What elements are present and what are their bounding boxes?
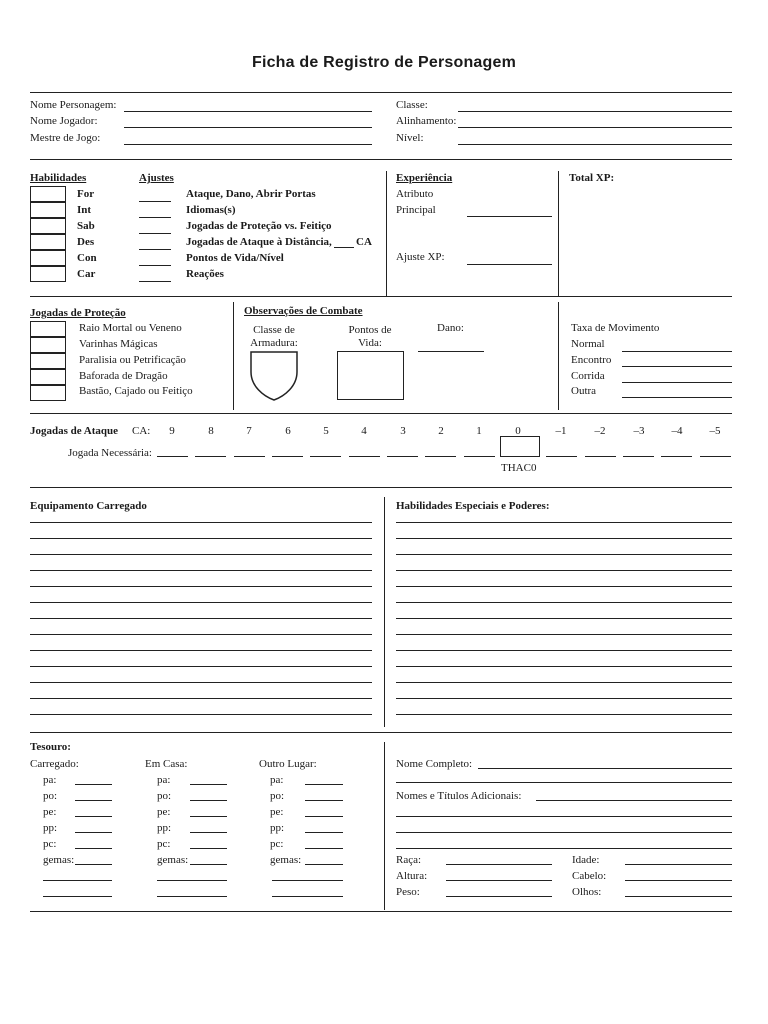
movement-label: Normal bbox=[571, 338, 605, 350]
movement-field[interactable] bbox=[622, 397, 732, 398]
total-xp-label: Total XP: bbox=[569, 172, 615, 184]
player-name-field[interactable] bbox=[124, 127, 372, 128]
roll-field[interactable] bbox=[272, 456, 303, 457]
special-line[interactable] bbox=[396, 666, 732, 667]
divider bbox=[384, 742, 385, 910]
coin-label: pe: bbox=[43, 806, 57, 818]
alignment-label: Alinhamento: bbox=[396, 115, 457, 127]
special-line[interactable] bbox=[396, 682, 732, 683]
ability-abbr: Car bbox=[77, 268, 96, 280]
ca-value: 0 bbox=[515, 425, 521, 437]
roll-field[interactable] bbox=[234, 456, 265, 457]
page-title: Ficha de Registro de Personagem bbox=[251, 54, 517, 71]
save-label: Varinhas Mágicas bbox=[79, 338, 158, 350]
eyes-field[interactable] bbox=[625, 896, 732, 897]
equipment-line[interactable] bbox=[30, 586, 372, 587]
ca-value: 8 bbox=[208, 425, 214, 437]
save-box[interactable] bbox=[30, 337, 66, 353]
level-field[interactable] bbox=[458, 144, 732, 145]
coin-field[interactable] bbox=[75, 784, 112, 785]
ca-value: –1 bbox=[555, 425, 567, 437]
coin-label: po: bbox=[270, 790, 285, 802]
ability-effect: Idiomas(s) bbox=[186, 204, 236, 216]
coin-label: pc: bbox=[43, 838, 57, 850]
save-box[interactable] bbox=[30, 353, 66, 369]
coin-label: pa: bbox=[270, 774, 284, 786]
ca-value: –5 bbox=[709, 425, 721, 437]
coin-label: pe: bbox=[270, 806, 284, 818]
equipment-line[interactable] bbox=[30, 618, 372, 619]
ca-value: 1 bbox=[476, 425, 482, 437]
treasure-column-label: Outro Lugar: bbox=[259, 758, 317, 770]
additional-names-label: Nomes e Títulos Adicionais: bbox=[396, 790, 522, 802]
needed-roll-label: Jogada Necessária: bbox=[68, 447, 152, 459]
equipment-line[interactable] bbox=[30, 698, 372, 699]
coin-field[interactable] bbox=[305, 832, 343, 833]
coin-field[interactable] bbox=[75, 800, 112, 801]
ability-abbr: For bbox=[77, 188, 95, 200]
armor-class-label-line: Classe de bbox=[253, 324, 295, 336]
hair-label: Cabelo: bbox=[572, 870, 607, 882]
attribute-label: Atributo bbox=[396, 188, 434, 200]
special-line[interactable] bbox=[396, 602, 732, 603]
ability-effect: Jogadas de Ataque à Distância, bbox=[186, 236, 332, 248]
coin-field[interactable] bbox=[190, 816, 227, 817]
treasure-heading: Tesouro: bbox=[30, 741, 71, 753]
coin-field[interactable] bbox=[305, 816, 343, 817]
prime-attribute-field[interactable] bbox=[467, 216, 552, 217]
coin-field[interactable] bbox=[157, 896, 227, 897]
movement-label: Outra bbox=[571, 385, 597, 397]
coin-field[interactable] bbox=[190, 832, 227, 833]
movement-field[interactable] bbox=[622, 382, 732, 383]
xp-adjust-field[interactable] bbox=[467, 264, 552, 265]
saves-heading: Jogadas de Proteção bbox=[30, 307, 126, 319]
adjustment-field[interactable] bbox=[139, 201, 171, 202]
additional-names-field[interactable] bbox=[396, 816, 732, 817]
ca-value: –4 bbox=[671, 425, 683, 437]
roll-field[interactable] bbox=[310, 456, 341, 457]
save-label: Baforada de Dragão bbox=[79, 370, 168, 382]
special-line[interactable] bbox=[396, 618, 732, 619]
roll-field[interactable] bbox=[661, 456, 692, 457]
movement-field[interactable] bbox=[622, 351, 732, 352]
coin-field[interactable] bbox=[75, 864, 112, 865]
thac0-box[interactable] bbox=[500, 436, 540, 457]
age-label: Idade: bbox=[572, 854, 600, 866]
ca-value: 4 bbox=[361, 425, 367, 437]
experience-heading: Experiência bbox=[396, 172, 453, 184]
adjustment-field[interactable] bbox=[139, 233, 171, 234]
coin-field[interactable] bbox=[305, 848, 343, 849]
ability-effect: Ataque, Dano, Abrir Portas bbox=[186, 188, 316, 200]
adjustment-field[interactable] bbox=[139, 281, 171, 282]
player-name-label: Nome Jogador: bbox=[30, 115, 98, 127]
full-name-field[interactable] bbox=[478, 768, 732, 769]
coin-field[interactable] bbox=[43, 896, 112, 897]
hit-points-label-line: Pontos de bbox=[348, 324, 392, 336]
coin-field[interactable] bbox=[43, 880, 112, 881]
alignment-field[interactable] bbox=[458, 127, 732, 128]
ability-score-box[interactable] bbox=[30, 218, 66, 234]
special-line[interactable] bbox=[396, 650, 732, 651]
equipment-line[interactable] bbox=[30, 602, 372, 603]
coin-field[interactable] bbox=[190, 800, 227, 801]
ranged-ca-suffix: CA bbox=[356, 236, 372, 248]
bottom-rule bbox=[30, 911, 732, 912]
roll-field[interactable] bbox=[195, 456, 226, 457]
equipment-line[interactable] bbox=[30, 554, 372, 555]
roll-field[interactable] bbox=[425, 456, 456, 457]
ability-abbr: Con bbox=[77, 252, 97, 264]
equipment-line[interactable] bbox=[30, 714, 372, 715]
ability-effect: Jogadas de Proteção vs. Feitiço bbox=[186, 220, 332, 232]
coin-field[interactable] bbox=[190, 784, 227, 785]
coin-field[interactable] bbox=[157, 880, 227, 881]
attack-heading: Jogadas de Ataque bbox=[30, 425, 119, 437]
adjustment-field[interactable] bbox=[139, 217, 171, 218]
age-field[interactable] bbox=[625, 864, 732, 865]
equipment-line[interactable] bbox=[30, 538, 372, 539]
special-line[interactable] bbox=[396, 522, 732, 523]
movement-field[interactable] bbox=[622, 366, 732, 367]
save-box[interactable] bbox=[30, 369, 66, 385]
roll-field[interactable] bbox=[464, 456, 495, 457]
movement-heading: Taxa de Movimento bbox=[571, 322, 660, 334]
game-master-label: Mestre de Jogo: bbox=[30, 132, 101, 144]
ca-value: 6 bbox=[285, 425, 291, 437]
equipment-line[interactable] bbox=[30, 522, 372, 523]
weight-field[interactable] bbox=[446, 896, 552, 897]
treasure-column-label: Carregado: bbox=[30, 758, 79, 770]
ability-effect: Pontos de Vida/Nível bbox=[186, 252, 284, 264]
save-label: Bastão, Cajado ou Feitiço bbox=[79, 385, 193, 397]
equipment-heading: Equipamento Carregado bbox=[30, 500, 147, 512]
ability-abbr: Int bbox=[77, 204, 92, 216]
character-name-label: Nome Personagem: bbox=[30, 99, 117, 111]
special-line[interactable] bbox=[396, 634, 732, 635]
full-name-label: Nome Completo: bbox=[396, 758, 473, 770]
section-rule bbox=[30, 296, 732, 297]
coin-label: pc: bbox=[270, 838, 284, 850]
special-line[interactable] bbox=[396, 554, 732, 555]
hit-points-box[interactable] bbox=[337, 351, 404, 400]
ability-score-box[interactable] bbox=[30, 234, 66, 250]
adjustment-field[interactable] bbox=[139, 249, 171, 250]
hit-points-label-line: Vida: bbox=[358, 337, 382, 349]
equipment-line[interactable] bbox=[30, 666, 372, 667]
movement-label: Encontro bbox=[571, 354, 612, 366]
coin-field[interactable] bbox=[75, 816, 112, 817]
ca-label: CA: bbox=[132, 425, 151, 437]
special-line[interactable] bbox=[396, 570, 732, 571]
adjustments-heading: Ajustes bbox=[139, 172, 174, 184]
save-label: Paralisia ou Petrificação bbox=[79, 354, 186, 366]
coin-label: pc: bbox=[157, 838, 171, 850]
coin-label: po: bbox=[157, 790, 172, 802]
coin-field[interactable] bbox=[190, 848, 227, 849]
divider bbox=[384, 497, 385, 727]
coin-label: pa: bbox=[43, 774, 57, 786]
ca-value: 9 bbox=[169, 425, 175, 437]
roll-field[interactable] bbox=[700, 456, 731, 457]
combat-heading: Observações de Combate bbox=[244, 305, 363, 317]
coin-field[interactable] bbox=[305, 864, 343, 865]
thac0-label: THAC0 bbox=[501, 462, 537, 474]
divider bbox=[558, 171, 559, 296]
coin-label: pa: bbox=[157, 774, 171, 786]
ca-value: 2 bbox=[438, 425, 444, 437]
damage-label: Dano: bbox=[437, 322, 464, 334]
ca-value: 5 bbox=[323, 425, 329, 437]
coin-label: gemas: bbox=[157, 854, 189, 866]
equipment-line[interactable] bbox=[30, 570, 372, 571]
ca-value: –2 bbox=[594, 425, 606, 437]
coin-label: pp: bbox=[43, 822, 58, 834]
equipment-line[interactable] bbox=[30, 634, 372, 635]
ca-value: 3 bbox=[400, 425, 406, 437]
section-rule bbox=[30, 487, 732, 488]
equipment-line[interactable] bbox=[30, 682, 372, 683]
coin-field[interactable] bbox=[190, 864, 227, 865]
class-field[interactable] bbox=[458, 111, 732, 112]
roll-field[interactable] bbox=[546, 456, 577, 457]
treasure-column-label: Em Casa: bbox=[145, 758, 188, 770]
race-field[interactable] bbox=[446, 864, 552, 865]
section-rule bbox=[30, 732, 732, 733]
coin-field[interactable] bbox=[272, 896, 343, 897]
coin-field[interactable] bbox=[305, 800, 343, 801]
section-rule bbox=[30, 413, 732, 414]
save-label: Raio Mortal ou Veneno bbox=[79, 322, 182, 334]
abilities-heading: Habilidades bbox=[30, 172, 87, 184]
ranged-ca-field[interactable] bbox=[334, 247, 354, 248]
additional-names-field[interactable] bbox=[536, 800, 732, 801]
armor-shield-icon[interactable] bbox=[249, 350, 299, 402]
ability-score-box[interactable] bbox=[30, 202, 66, 218]
ability-effect: Reações bbox=[186, 268, 224, 280]
armor-class-label-line: Armadura: bbox=[250, 337, 298, 349]
divider bbox=[558, 302, 559, 410]
coin-field[interactable] bbox=[272, 880, 343, 881]
roll-field[interactable] bbox=[387, 456, 418, 457]
ability-score-box[interactable] bbox=[30, 250, 66, 266]
principal-label: Principal bbox=[396, 204, 436, 216]
weight-label: Peso: bbox=[396, 886, 420, 898]
special-line[interactable] bbox=[396, 586, 732, 587]
roll-field[interactable] bbox=[157, 456, 188, 457]
coin-label: pp: bbox=[157, 822, 172, 834]
game-master-field[interactable] bbox=[124, 144, 372, 145]
save-box[interactable] bbox=[30, 321, 66, 337]
coin-label: po: bbox=[43, 790, 58, 802]
top-rule bbox=[30, 92, 732, 93]
level-label: Nível: bbox=[396, 132, 424, 144]
full-name-field[interactable] bbox=[396, 782, 732, 783]
coin-field[interactable] bbox=[75, 848, 112, 849]
special-line[interactable] bbox=[396, 714, 732, 715]
special-line[interactable] bbox=[396, 538, 732, 539]
ability-abbr: Sab bbox=[77, 220, 95, 232]
coin-label: gemas: bbox=[270, 854, 302, 866]
roll-field[interactable] bbox=[623, 456, 654, 457]
additional-names-field[interactable] bbox=[396, 848, 732, 849]
ability-abbr: Des bbox=[77, 236, 95, 248]
additional-names-field[interactable] bbox=[396, 832, 732, 833]
hair-field[interactable] bbox=[625, 880, 732, 881]
xp-adjust-label: Ajuste XP: bbox=[396, 251, 445, 263]
save-box[interactable] bbox=[30, 385, 66, 401]
ca-value: 7 bbox=[246, 425, 252, 437]
divider bbox=[386, 171, 387, 296]
ability-score-box[interactable] bbox=[30, 186, 66, 202]
roll-field[interactable] bbox=[349, 456, 380, 457]
equipment-line[interactable] bbox=[30, 650, 372, 651]
roll-field[interactable] bbox=[585, 456, 616, 457]
divider bbox=[233, 302, 234, 410]
height-field[interactable] bbox=[446, 880, 552, 881]
special-heading: Habilidades Especiais e Poderes: bbox=[396, 500, 550, 512]
ca-value: –3 bbox=[633, 425, 645, 437]
damage-field[interactable] bbox=[418, 351, 484, 352]
coin-label: gemas: bbox=[43, 854, 75, 866]
movement-label: Corrida bbox=[571, 370, 605, 382]
character-name-field[interactable] bbox=[124, 111, 372, 112]
armor-class-label bbox=[240, 324, 308, 350]
height-label: Altura: bbox=[396, 870, 428, 882]
coin-label: pe: bbox=[157, 806, 171, 818]
coin-label: pp: bbox=[270, 822, 285, 834]
special-line[interactable] bbox=[396, 698, 732, 699]
coin-field[interactable] bbox=[305, 784, 343, 785]
race-label: Raça: bbox=[396, 854, 422, 866]
hit-points-label bbox=[336, 324, 404, 350]
eyes-label: Olhos: bbox=[572, 886, 602, 898]
section-rule bbox=[30, 159, 732, 160]
adjustment-field[interactable] bbox=[139, 265, 171, 266]
coin-field[interactable] bbox=[75, 832, 112, 833]
class-label: Classe: bbox=[396, 99, 428, 111]
ability-score-box[interactable] bbox=[30, 266, 66, 282]
